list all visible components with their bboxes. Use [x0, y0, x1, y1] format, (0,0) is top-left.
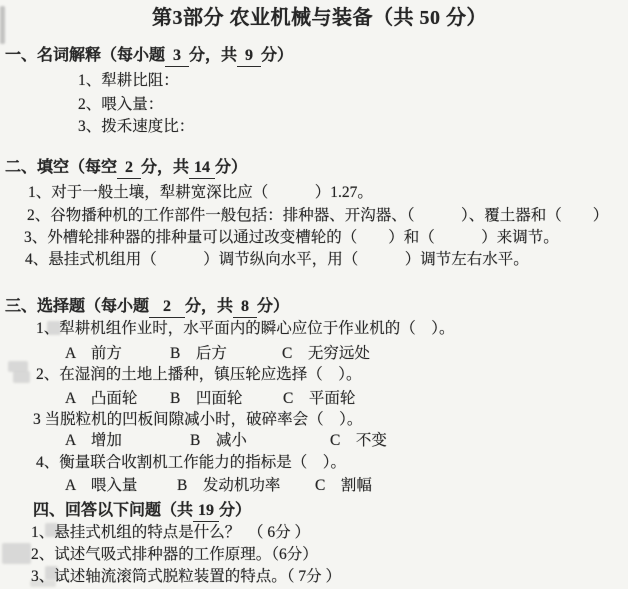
fill-item-text: 1、对于一般土壤，犁耕宽深比应（ ）1.27。: [28, 184, 373, 201]
option-b: B 凹面轮: [170, 390, 243, 407]
section-3-heading-post: 分）: [257, 298, 290, 315]
scan-smudge: [13, 371, 30, 383]
choice-question-text: 4、衡量联合收割机工作能力的指标是（ ）。: [36, 454, 347, 471]
option-a: A 增加: [65, 432, 122, 449]
option-b: B 后方: [170, 345, 227, 362]
term-item-text: 2、喂入量：: [78, 96, 164, 113]
section-1-heading: [5, 46, 293, 67]
term-item-2: [78, 95, 163, 115]
section-3-heading-pre: 三、选择题（每小题: [5, 298, 150, 315]
choice-question-text: 2、在湿润的土地上播种，镇压轮应选择（ ）。: [36, 366, 362, 383]
choice-options-3: [0, 431, 628, 451]
term-item-3: [78, 117, 194, 137]
section-3-heading-mid: 分，共: [185, 298, 234, 315]
choice-question-text: 1、犁耕机组作业时，水平面内的瞬心应位于作业机的（ ）。: [36, 320, 455, 337]
option-c: C 割幅: [315, 477, 372, 494]
fill-item-4: [25, 250, 529, 270]
choice-options-2: [0, 389, 628, 409]
option-b: B 减小: [190, 432, 247, 449]
answer-item-text: 3、试述轴流滚筒式脱粒装置的特点。（ 7分 ）: [31, 568, 342, 585]
section-2-heading-mid: 分，共: [141, 159, 190, 176]
choice-question-text: 3 当脱粒机的凹板间隙减小时，破碎率会（ ）。: [33, 411, 363, 428]
answer-item-3: [31, 567, 341, 587]
section-2-heading: [5, 158, 247, 179]
choice-options-4: [0, 476, 628, 496]
scan-smudge: [0, 6, 5, 44]
option-a: A 凸面轮: [65, 390, 138, 407]
scan-smudge: [2, 543, 31, 564]
choice-options-1: [0, 344, 628, 364]
fill-item-3: [24, 228, 559, 248]
section-1-heading-mid: 分，共: [189, 47, 238, 64]
section-3-points-per-item: 2: [149, 297, 185, 318]
answer-item-text: 1、悬挂式机组的特点是什么？ （ 6分 ）: [31, 524, 311, 541]
section-1-heading-pre: 一、名词解释（每小题: [5, 47, 166, 64]
term-item-text: 1、犁耕比阻：: [78, 72, 179, 89]
section-2-heading-pre: 二、填空（每空: [5, 159, 118, 176]
section-1-heading-post: 分）: [261, 47, 294, 64]
fill-item-text: 4、悬挂式机组用（ ）调节纵向水平，用（ ）调节左右水平。: [25, 251, 529, 268]
fill-item-1: [28, 183, 373, 203]
option-b: B 发动机功率: [177, 477, 281, 494]
section-4-heading-post: 分）: [219, 502, 252, 519]
term-item-1: [78, 71, 179, 91]
section-4-heading-pre: 四、回答以下问题（共: [33, 502, 194, 519]
section-1-points-per-item: 3: [165, 46, 189, 67]
page-title: [152, 8, 487, 28]
option-a: A 前方: [65, 345, 122, 362]
answer-item-2: [31, 545, 318, 565]
fill-item-text: 2、谷物播种机的工作部件一般包括：排种器、开沟器、（ ）、覆土器和（ ）: [27, 207, 609, 224]
choice-question-3: [33, 410, 362, 430]
option-a: A 喂入量: [65, 477, 138, 494]
section-2-total-points: 14: [189, 158, 215, 179]
fill-item-2: [27, 206, 608, 226]
choice-question-4: [36, 453, 346, 473]
option-c: C 不变: [330, 432, 387, 449]
term-item-text: 3、拨禾速度比：: [78, 118, 195, 135]
section-3-total-points: 8: [233, 297, 257, 318]
choice-question-1: [36, 319, 455, 339]
answer-item-text: 2、试述气吸式排种器的工作原理。（6分）: [31, 546, 318, 563]
answer-item-1: [31, 523, 310, 543]
page-title-text: 第3部分 农业机械与装备（共 50 分）: [152, 7, 487, 29]
section-4-total-points: 19: [193, 501, 219, 522]
option-c: C 无穷远处: [282, 345, 370, 362]
section-2-points-per-blank: 2: [117, 158, 141, 179]
section-1-total-points: 9: [237, 46, 261, 67]
section-3-heading: [5, 297, 289, 318]
section-2-heading-post: 分）: [215, 159, 248, 176]
choice-question-2: [36, 365, 362, 385]
fill-item-text: 3、外槽轮排种器的排种量可以通过改变槽轮的（ ）和（ ）来调节。: [24, 229, 559, 246]
option-c: C 平面轮: [283, 390, 356, 407]
section-4-heading: [33, 501, 251, 522]
